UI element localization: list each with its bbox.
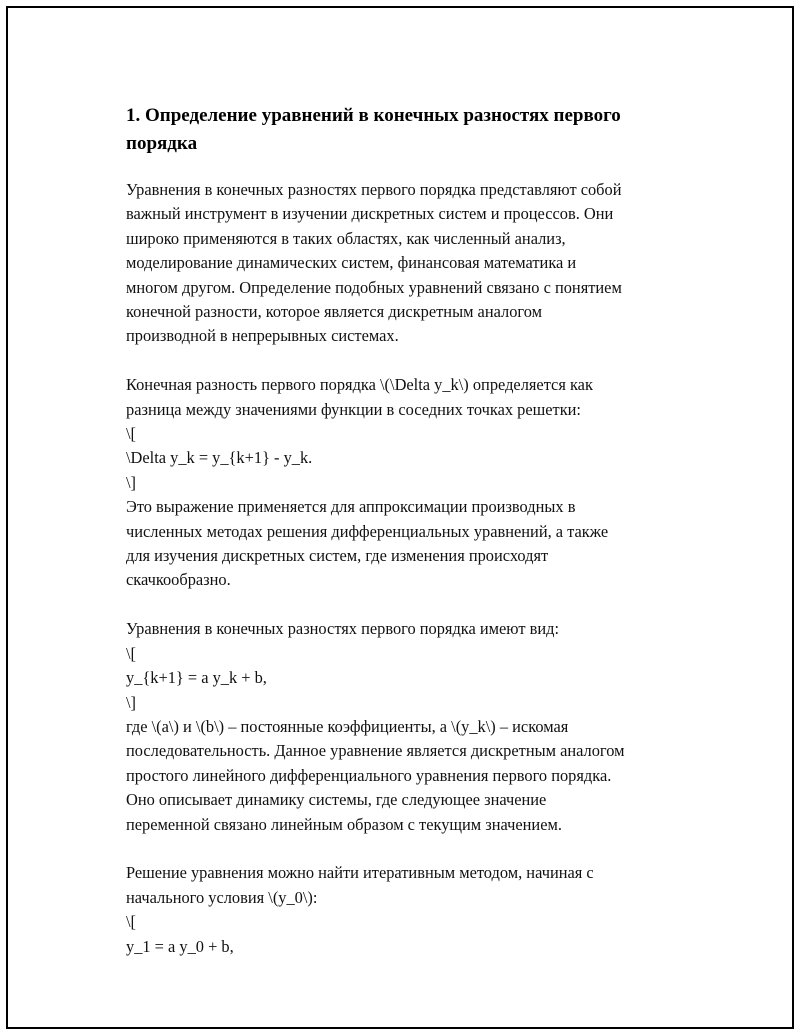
formula-line: \] — [126, 692, 137, 712]
formula-line: \[ — [126, 424, 137, 444]
text-line: Оно описывает динамику системы, где следующее значение — [126, 790, 547, 810]
text-line: Конечная разность первого порядка \(\Delta y_k\) определяется как — [126, 375, 593, 395]
text-line: начального условия \(y_0\): — [126, 887, 318, 907]
text-line: моделирование динамических систем, финансовая математика и — [126, 253, 577, 273]
formula-line: \[ — [126, 912, 137, 932]
text-line: простого линейного дифференциального уравнения первого порядка. — [126, 765, 612, 785]
text-line: многом другом. Определение подобных уравнений связано с понятием — [126, 277, 622, 297]
document-body — [126, 102, 692, 983]
page-frame — [6, 6, 794, 1029]
text-line: Решение уравнения можно найти итеративным методом, начиная с — [126, 863, 594, 883]
heading-line: порядка — [126, 133, 198, 154]
formula-line: y_1 = a y_0 + b, — [126, 936, 234, 956]
text-line: для изучения дискретных систем, где изменения происходят — [126, 546, 549, 566]
text-line: разница между значениями функции в соседних точках решетки: — [126, 399, 581, 419]
paragraph-finite-difference — [126, 373, 692, 593]
text-line: последовательность. Данное уравнение является дискретным аналогом — [126, 741, 625, 761]
formula-line: y_{k+1} = a y_k + b, — [126, 668, 267, 688]
formula-line: \Delta y_k = y_{k+1} - y_k. — [126, 448, 313, 468]
text-line: Это выражение применяется для аппроксимации производных в — [126, 497, 576, 517]
text-line: широко применяются в таких областях, как численный анализ, — [126, 228, 566, 248]
paragraph-equation-form — [126, 617, 692, 837]
text-line: где \(a\) и \(b\) – постоянные коэффициенты, а \(y_k\) – искомая — [126, 716, 569, 736]
heading-line: 1. Определение уравнений в конечных разностях первого — [126, 105, 621, 126]
text-line: производной в непрерывных системах. — [126, 326, 399, 346]
text-line: переменной связано линейным образом с текущим значением. — [126, 814, 562, 834]
text-line: скачкообразно. — [126, 570, 231, 590]
text-line: Уравнения в конечных разностях первого порядка представляют собой — [126, 180, 622, 199]
section-heading — [126, 102, 692, 158]
text-line: Уравнения в конечных разностях первого порядка имеют вид: — [126, 619, 560, 639]
paragraph-intro — [126, 178, 692, 349]
formula-line: \] — [126, 472, 137, 492]
text-line: численных методах решения дифференциальных уравнений, а также — [126, 521, 609, 541]
paragraph-solution — [126, 861, 692, 959]
text-line: важный инструмент в изучении дискретных систем и процессов. Они — [126, 204, 614, 224]
text-line: конечной разности, которое является дискретным аналогом — [126, 302, 542, 322]
formula-line: \[ — [126, 643, 137, 663]
